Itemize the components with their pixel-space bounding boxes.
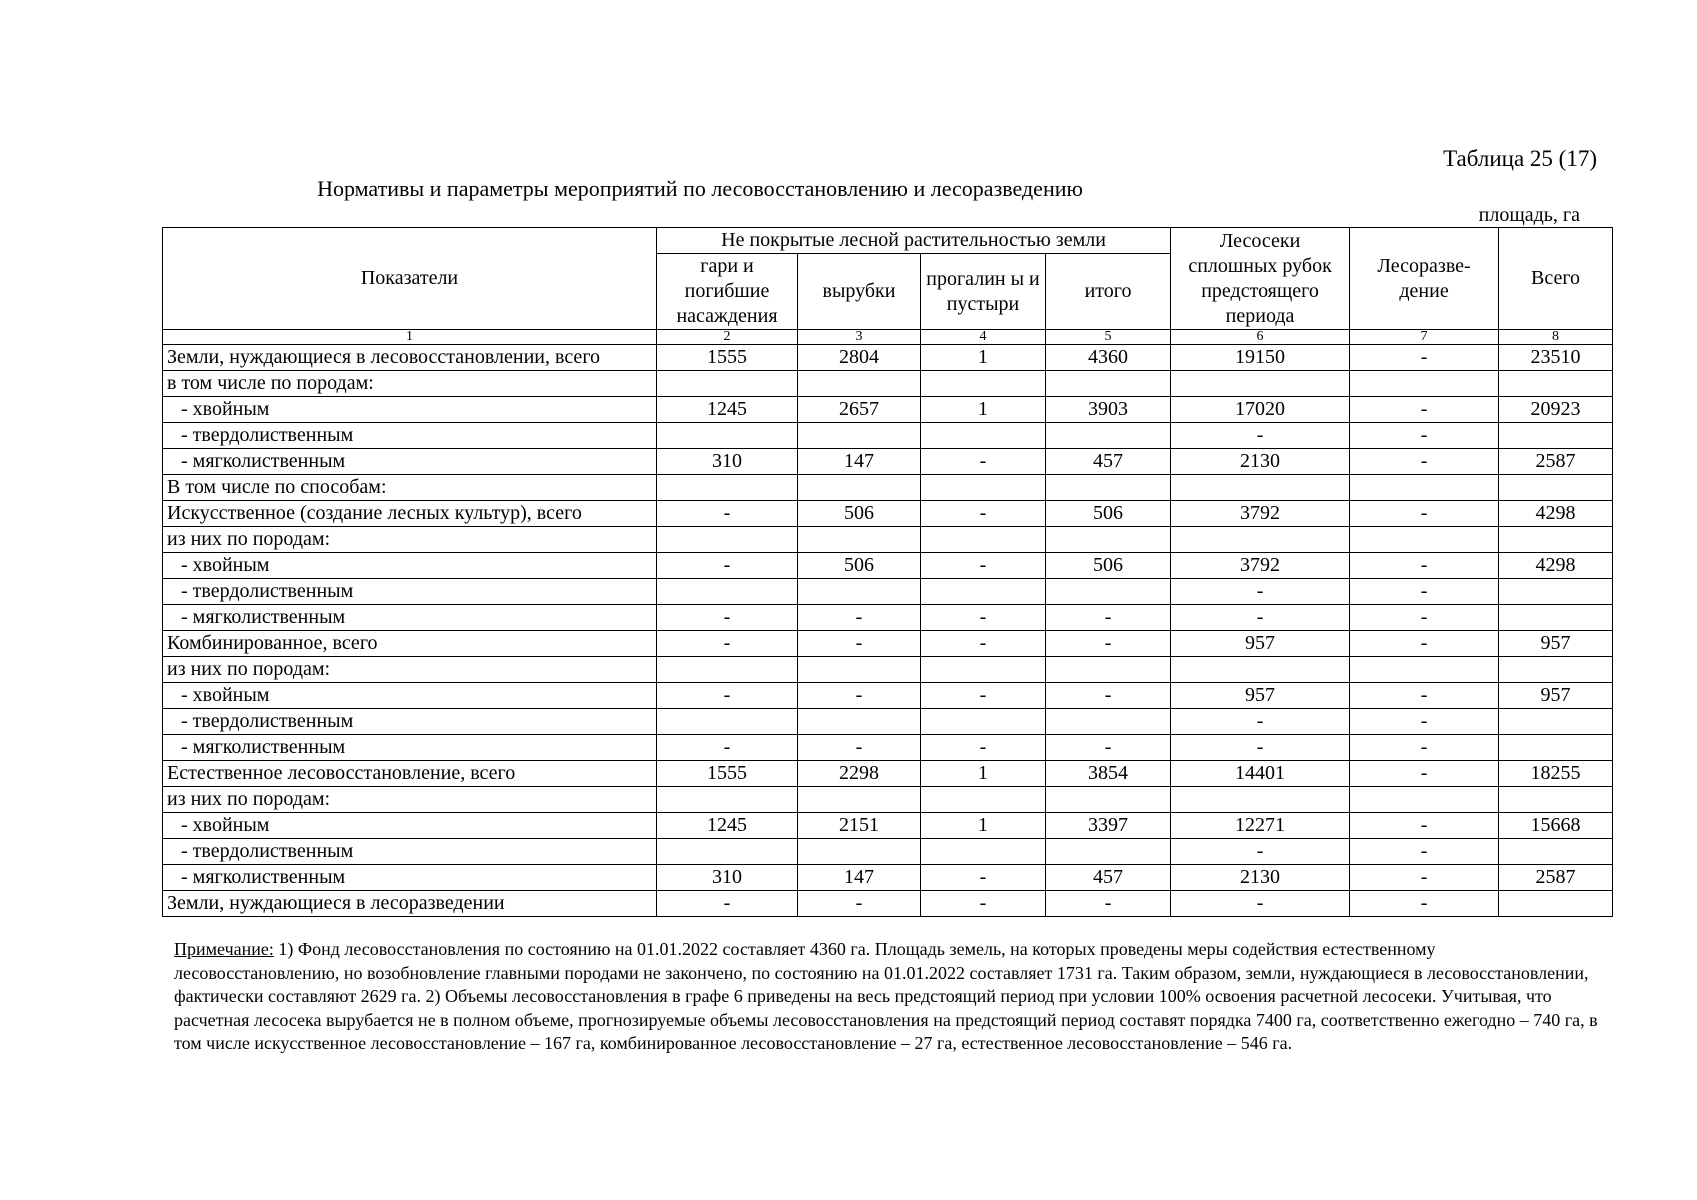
table-cell: 1555 xyxy=(657,761,798,787)
row-label: - мягколиственным xyxy=(163,735,657,761)
table-row xyxy=(163,839,1613,865)
table-cell: - xyxy=(1046,891,1171,917)
table-cell xyxy=(798,657,921,683)
table-cell: 957 xyxy=(1499,631,1613,657)
table-cell xyxy=(798,579,921,605)
table-cell xyxy=(1046,371,1171,397)
uncovered-lands-header: Не покрытые лесной растительностью земли xyxy=(657,228,1171,254)
row-label: - хвойным xyxy=(163,813,657,839)
table-cell: - xyxy=(1350,579,1499,605)
row-label: из них по породам: xyxy=(163,787,657,813)
table-cell: - xyxy=(1350,605,1499,631)
table-cell: - xyxy=(1171,709,1350,735)
reforestation-table xyxy=(162,227,1613,917)
table-cell xyxy=(657,475,798,501)
col-glades-header: прогалин ы и пустыри xyxy=(921,254,1046,330)
footnote xyxy=(174,938,1604,1056)
table-row xyxy=(163,501,1613,527)
table-cell: - xyxy=(1350,709,1499,735)
table-cell: 14401 xyxy=(1171,761,1350,787)
table-row xyxy=(163,423,1613,449)
table-cell: - xyxy=(1046,631,1171,657)
col-burnt-header: гари и погибшие насаждения xyxy=(657,254,798,330)
table-cell: - xyxy=(657,605,798,631)
table-cell xyxy=(1046,839,1171,865)
table-cell: 4298 xyxy=(1499,553,1613,579)
table-cell xyxy=(1046,527,1171,553)
row-label: - твердолиственным xyxy=(163,579,657,605)
table-cell: 3854 xyxy=(1046,761,1171,787)
table-row xyxy=(163,631,1613,657)
table-cell xyxy=(921,787,1046,813)
table-cell xyxy=(798,787,921,813)
table-row xyxy=(163,449,1613,475)
row-label: Искусственное (создание лесных культур), всего xyxy=(163,501,657,527)
table-row xyxy=(163,605,1613,631)
table-cell: - xyxy=(921,735,1046,761)
column-number: 2 xyxy=(657,330,798,345)
table-cell xyxy=(1499,371,1613,397)
column-numbers-row xyxy=(163,330,1613,345)
row-label: - хвойным xyxy=(163,683,657,709)
table-cell: - xyxy=(1350,839,1499,865)
table-cell: 15668 xyxy=(1499,813,1613,839)
table-cell xyxy=(1350,787,1499,813)
row-label: из них по породам: xyxy=(163,657,657,683)
table-cell xyxy=(1046,579,1171,605)
table-cell: 1555 xyxy=(657,345,798,371)
header-row-1 xyxy=(163,228,1613,254)
table-cell xyxy=(1046,787,1171,813)
table-cell xyxy=(921,657,1046,683)
table-cell xyxy=(921,579,1046,605)
table-cell: - xyxy=(1350,501,1499,527)
column-number: 5 xyxy=(1046,330,1171,345)
table-cell xyxy=(1499,605,1613,631)
table-cell: 457 xyxy=(1046,449,1171,475)
table-cell: 2298 xyxy=(798,761,921,787)
column-number: 3 xyxy=(798,330,921,345)
table-cell: - xyxy=(1046,605,1171,631)
table-cell: 957 xyxy=(1171,683,1350,709)
units-label: площадь, га xyxy=(1478,204,1580,226)
table-row xyxy=(163,527,1613,553)
table-cell: - xyxy=(1350,865,1499,891)
row-label: - твердолиственным xyxy=(163,423,657,449)
table-cell: 3792 xyxy=(1171,553,1350,579)
table-cell xyxy=(921,709,1046,735)
footnote-lead: Примечание: xyxy=(174,939,274,959)
table-cell xyxy=(657,527,798,553)
row-label: в том числе по породам: xyxy=(163,371,657,397)
table-cell: - xyxy=(1350,631,1499,657)
table-cell: 2130 xyxy=(1171,865,1350,891)
col-indicators-header: Показатели xyxy=(163,228,657,330)
table-row xyxy=(163,891,1613,917)
table-cell: - xyxy=(1046,683,1171,709)
table-cell: - xyxy=(1350,345,1499,371)
table-cell xyxy=(1171,371,1350,397)
column-number: 4 xyxy=(921,330,1046,345)
table-row xyxy=(163,683,1613,709)
row-label: Земли, нуждающиеся в лесовосстановлении, всего xyxy=(163,345,657,371)
table-cell: 19150 xyxy=(1171,345,1350,371)
table-cell: 2657 xyxy=(798,397,921,423)
table-cell: - xyxy=(1171,605,1350,631)
col-subtotal-header: итого xyxy=(1046,254,1171,330)
table-cell: - xyxy=(921,865,1046,891)
table-cell: 20923 xyxy=(1499,397,1613,423)
table-cell: - xyxy=(657,735,798,761)
table-cell: - xyxy=(1350,891,1499,917)
table-body xyxy=(163,345,1613,917)
col-clearcut-header: Лесосеки сплошных рубок предстоящего периода xyxy=(1171,228,1350,330)
table-cell: 1245 xyxy=(657,813,798,839)
table-cell: - xyxy=(798,631,921,657)
row-label: Естественное лесовосстановление, всего xyxy=(163,761,657,787)
table-cell: 957 xyxy=(1171,631,1350,657)
table-cell: 12271 xyxy=(1171,813,1350,839)
table-cell: - xyxy=(921,683,1046,709)
table-cell: - xyxy=(1171,891,1350,917)
table-cell: - xyxy=(1350,735,1499,761)
table-cell xyxy=(1499,475,1613,501)
col-afforestation-header: Лесоразве- дение xyxy=(1350,228,1499,330)
table-cell xyxy=(1499,657,1613,683)
table-cell: 1 xyxy=(921,813,1046,839)
table-cell: 506 xyxy=(798,501,921,527)
table-row xyxy=(163,787,1613,813)
row-label: - хвойным xyxy=(163,397,657,423)
table-cell xyxy=(798,371,921,397)
table-cell: 957 xyxy=(1499,683,1613,709)
table-row xyxy=(163,709,1613,735)
table-cell: 4360 xyxy=(1046,345,1171,371)
row-label: - твердолиственным xyxy=(163,709,657,735)
table-cell: 506 xyxy=(1046,501,1171,527)
table-cell: 1245 xyxy=(657,397,798,423)
row-label: - твердолиственным xyxy=(163,839,657,865)
table-row xyxy=(163,813,1613,839)
col-total-header: Всего xyxy=(1499,228,1613,330)
table-cell: 1 xyxy=(921,345,1046,371)
table-cell: 17020 xyxy=(1171,397,1350,423)
table-cell: - xyxy=(1350,813,1499,839)
table-cell: - xyxy=(1350,397,1499,423)
table-cell: - xyxy=(1171,735,1350,761)
table-cell: - xyxy=(657,631,798,657)
table-cell xyxy=(657,709,798,735)
table-cell: 2587 xyxy=(1499,865,1613,891)
table-cell: - xyxy=(798,891,921,917)
row-label: - мягколиственным xyxy=(163,605,657,631)
table-cell xyxy=(1046,423,1171,449)
table-row xyxy=(163,371,1613,397)
table-cell xyxy=(921,423,1046,449)
table-cell xyxy=(921,371,1046,397)
table-cell: - xyxy=(921,501,1046,527)
table-cell: - xyxy=(798,605,921,631)
row-label: Комбинированное, всего xyxy=(163,631,657,657)
table-cell: - xyxy=(921,553,1046,579)
table-cell xyxy=(921,839,1046,865)
table-cell: 1 xyxy=(921,397,1046,423)
table-row xyxy=(163,553,1613,579)
table-cell xyxy=(657,787,798,813)
table-cell xyxy=(1499,735,1613,761)
table-cell: - xyxy=(1350,761,1499,787)
table-cell: 310 xyxy=(657,449,798,475)
table-cell xyxy=(1350,475,1499,501)
table-cell: - xyxy=(657,553,798,579)
table-cell xyxy=(1499,839,1613,865)
table-cell: 23510 xyxy=(1499,345,1613,371)
table-cell xyxy=(1171,657,1350,683)
table-cell xyxy=(657,371,798,397)
table-cell: 506 xyxy=(798,553,921,579)
table-cell: 506 xyxy=(1046,553,1171,579)
table-cell: - xyxy=(921,631,1046,657)
table-cell xyxy=(798,839,921,865)
column-number: 1 xyxy=(163,330,657,345)
table-cell: 147 xyxy=(798,865,921,891)
footnote-text: 1) Фонд лесовосстановления по состоянию на 01.01.2022 составляет 4360 га. Площадь земель, на которых проведены меры содействия естественному лесовосстановлению, но возобновление главными породами не закончено, по состоянию на 01.01.2022 составляет 1731 га. Таким образом, земли, нуждающиеся в лесовосстановлении, фактически составляют 2629 га. 2) Объемы лесовосстановления в графе 6 приведены на весь предстоящий период при условии 100% освоения расчетной лесосеки. Учитывая, что расчетная лесосека вырубается не в полном объеме, прогнозируемые объемы лесовосстановления на предстоящий период составят порядка 7400 га, соответственно ежегодно – 740 га, в том числе искусственное лесовосстановление – 167 га, комбинированное лесовосстановление – 27 га, естественное лесовосстановление – 546 га. xyxy=(174,939,1598,1053)
table-cell: 2587 xyxy=(1499,449,1613,475)
table-cell: 3397 xyxy=(1046,813,1171,839)
table-cell: - xyxy=(1350,423,1499,449)
table-cell xyxy=(1171,787,1350,813)
row-label: - мягколиственным xyxy=(163,449,657,475)
column-number: 7 xyxy=(1350,330,1499,345)
table-cell: - xyxy=(921,449,1046,475)
table-cell: - xyxy=(1350,449,1499,475)
table-cell xyxy=(1499,787,1613,813)
table-cell: 310 xyxy=(657,865,798,891)
table-cell xyxy=(1046,475,1171,501)
table-cell xyxy=(1171,475,1350,501)
table-cell xyxy=(1350,527,1499,553)
row-label: - мягколиственным xyxy=(163,865,657,891)
table-cell: 3792 xyxy=(1171,501,1350,527)
table-row xyxy=(163,579,1613,605)
table-cell: - xyxy=(921,891,1046,917)
table-cell: 4298 xyxy=(1499,501,1613,527)
col-cutover-header: вырубки xyxy=(798,254,921,330)
table-cell: - xyxy=(657,501,798,527)
column-number: 6 xyxy=(1171,330,1350,345)
row-label: из них по породам: xyxy=(163,527,657,553)
table-cell: 3903 xyxy=(1046,397,1171,423)
table-cell xyxy=(1499,891,1613,917)
table-row xyxy=(163,865,1613,891)
table-cell: - xyxy=(657,683,798,709)
table-cell xyxy=(657,657,798,683)
row-label: - хвойным xyxy=(163,553,657,579)
table-cell: - xyxy=(798,735,921,761)
table-cell: - xyxy=(1350,683,1499,709)
table-cell: 457 xyxy=(1046,865,1171,891)
table-cell: 1 xyxy=(921,761,1046,787)
table-row xyxy=(163,345,1613,371)
table-cell xyxy=(1499,423,1613,449)
table-cell xyxy=(1350,657,1499,683)
table-cell: - xyxy=(921,605,1046,631)
table-cell: - xyxy=(798,683,921,709)
table-cell: - xyxy=(1171,423,1350,449)
table-row xyxy=(163,397,1613,423)
table-cell: - xyxy=(1350,553,1499,579)
table-cell xyxy=(1046,709,1171,735)
table-cell xyxy=(798,423,921,449)
row-label: В том числе по способам: xyxy=(163,475,657,501)
table-cell xyxy=(921,527,1046,553)
table-cell xyxy=(1499,709,1613,735)
table-cell: 18255 xyxy=(1499,761,1613,787)
table-cell xyxy=(657,839,798,865)
table-cell: 2151 xyxy=(798,813,921,839)
table-cell xyxy=(921,475,1046,501)
document-title: Нормативы и параметры мероприятий по лесовосстановлению и лесоразведению xyxy=(317,176,1083,201)
row-label: Земли, нуждающиеся в лесоразведении xyxy=(163,891,657,917)
table-row xyxy=(163,735,1613,761)
table-cell xyxy=(657,423,798,449)
column-number: 8 xyxy=(1499,330,1613,345)
table-cell: - xyxy=(657,891,798,917)
table-row xyxy=(163,475,1613,501)
table-cell xyxy=(798,475,921,501)
table-cell: - xyxy=(1046,735,1171,761)
table-cell xyxy=(798,709,921,735)
table-cell: - xyxy=(1171,579,1350,605)
table-cell: 2804 xyxy=(798,345,921,371)
table-cell: 2130 xyxy=(1171,449,1350,475)
table-cell xyxy=(1350,371,1499,397)
table-cell xyxy=(1046,657,1171,683)
table-row xyxy=(163,761,1613,787)
table-number: Таблица 25 (17) xyxy=(1443,146,1597,171)
table-row xyxy=(163,657,1613,683)
table-cell xyxy=(1171,527,1350,553)
table-cell: - xyxy=(1171,839,1350,865)
table-cell: 147 xyxy=(798,449,921,475)
table-cell xyxy=(1499,527,1613,553)
table-cell xyxy=(798,527,921,553)
table-cell xyxy=(1499,579,1613,605)
table-cell xyxy=(657,579,798,605)
